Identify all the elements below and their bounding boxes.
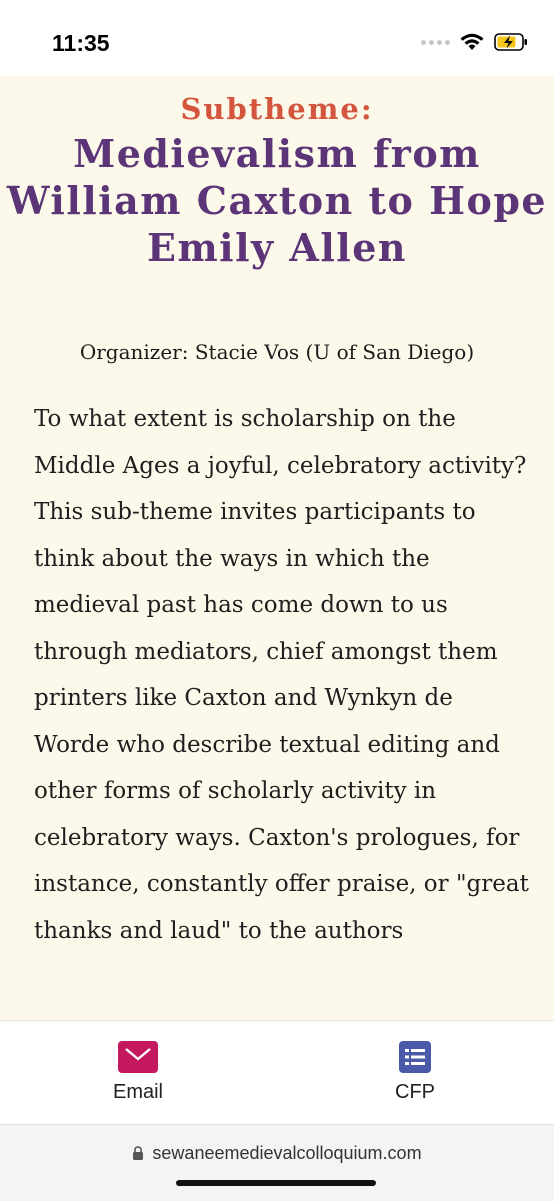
bottom-tab-bar [0, 1020, 554, 1125]
status-icons [421, 32, 528, 52]
wifi-icon [459, 32, 485, 52]
signal-dots-icon [421, 40, 450, 45]
list-icon [399, 1041, 431, 1073]
email-tab-label: Email [112, 1081, 163, 1103]
home-indicator[interactable] [176, 1180, 376, 1186]
article-content [0, 76, 554, 1020]
email-tab[interactable] [68, 1041, 208, 1104]
subtheme-label: Subtheme: [180, 92, 374, 126]
organizer-line: Organizer: Stacie Vos (U of San Diego) [79, 340, 475, 364]
status-time: 11:35 [52, 30, 110, 56]
lock-icon [132, 1146, 144, 1161]
article-body: To what extent is scholarship on the Middle Ages a joyful, celebratory activity? This sub-theme invites participants to think about the ways in which the medieval past has come down to us through mediators, chief amongst them printers like Caxton and Wynkyn de Worde who describe textual editing and other forms of scholarly activity in celebratory ways. Caxton's prologues, for instance, constantly offer praise, or "great thanks and laud" to the authors [34, 406, 529, 944]
status-bar [0, 0, 554, 76]
page-title: Medievalism from William Caxton to Hope Emily Allen [6, 131, 548, 270]
url-display[interactable] [0, 1143, 554, 1164]
cfp-tab-label: CFP [395, 1081, 435, 1103]
url-bar[interactable] [0, 1124, 554, 1201]
cfp-tab[interactable] [345, 1041, 485, 1104]
battery-charging-icon [494, 32, 528, 52]
envelope-icon [118, 1041, 158, 1073]
url-text: sewaneemedievalcolloquium.com [152, 1143, 422, 1163]
